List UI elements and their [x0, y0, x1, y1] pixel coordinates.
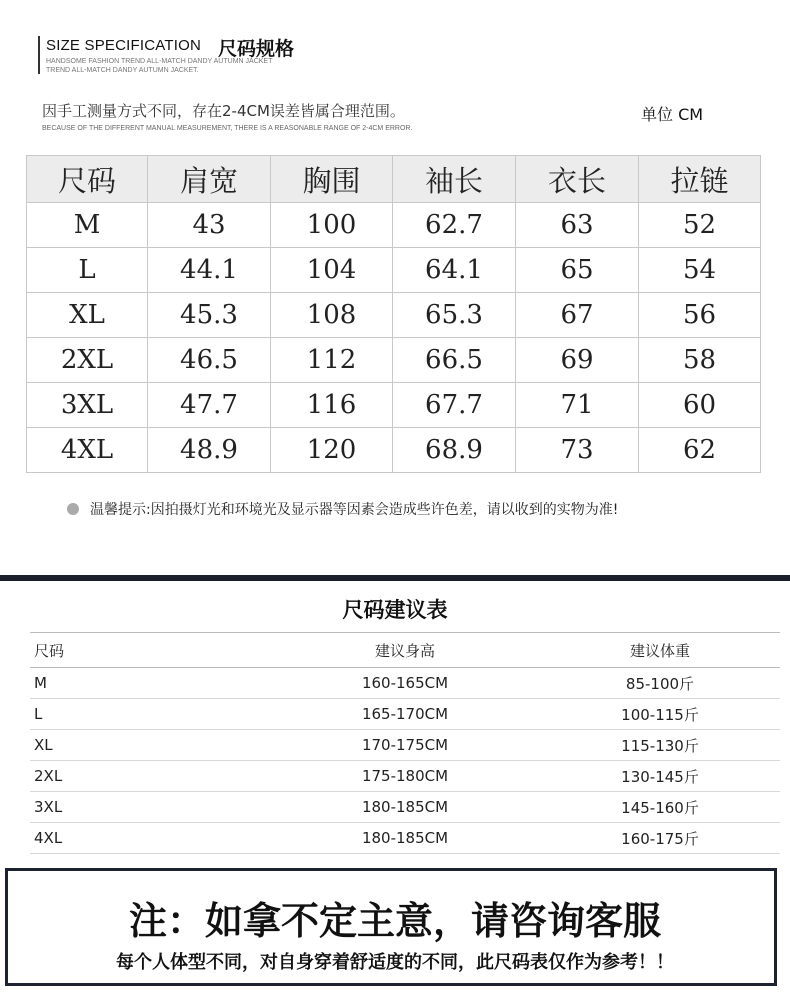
recommend-cell: 130-145斤: [540, 761, 780, 792]
spec-cell: 48.9: [148, 428, 271, 473]
spec-cell: 67.7: [393, 383, 516, 428]
spec-cell: 68.9: [393, 428, 516, 473]
spec-cell: 104: [271, 248, 393, 293]
unit-label: 单位 CM: [641, 105, 704, 124]
spec-header-cell: 肩宽: [148, 156, 271, 203]
spec-row: [27, 338, 761, 383]
spec-cell: 71: [516, 383, 639, 428]
spec-header-row: [27, 156, 761, 203]
page-title-cn: 尺码规格: [218, 38, 295, 60]
recommend-row: [30, 699, 780, 730]
spec-cell: 100: [271, 203, 393, 248]
recommend-cell: 115-130斤: [540, 730, 780, 761]
section-divider: [0, 575, 790, 581]
header-accent-bar: [38, 36, 40, 74]
spec-cell: 47.7: [148, 383, 271, 428]
size-spec-table: [26, 155, 761, 473]
recommend-row: [30, 823, 780, 854]
spec-cell: 116: [271, 383, 393, 428]
page-title-en: SIZE SPECIFICATION: [46, 37, 202, 54]
spec-cell: XL: [27, 293, 148, 338]
tagline-line-1: HANDSOME FASHION TREND ALL-MATCH DANDY AUTUMN JACKET: [46, 58, 273, 65]
tip-bullet-icon: [67, 503, 79, 515]
spec-cell: 108: [271, 293, 393, 338]
recommend-cell: 165-170CM: [270, 699, 540, 730]
recommend-cell: 160-165CM: [270, 668, 540, 699]
recommend-cell: 180-185CM: [270, 823, 540, 854]
measurement-notice-en: BECAUSE OF THE DIFFERENT MANUAL MEASUREMENT, THERE IS A REASONABLE RANGE OF 2-4CM ERROR.: [42, 125, 413, 132]
recommend-cell: 85-100斤: [540, 668, 780, 699]
spec-header-cell: 尺码: [27, 156, 148, 203]
spec-cell: 46.5: [148, 338, 271, 383]
recommend-header-cell: 尺码: [30, 633, 270, 668]
spec-cell: 65: [516, 248, 639, 293]
spec-cell: 3XL: [27, 383, 148, 428]
recommend-header-cell: 建议身高: [270, 633, 540, 668]
spec-cell: 44.1: [148, 248, 271, 293]
recommend-header-row: [30, 633, 780, 668]
spec-row: [27, 428, 761, 473]
spec-cell: 54: [639, 248, 761, 293]
recommend-row: [30, 730, 780, 761]
recommend-title: 尺码建议表: [342, 598, 448, 622]
spec-cell: 62.7: [393, 203, 516, 248]
color-difference-tip: 温馨提示:因拍摄灯光和环境光及显示器等因素会造成些许色差，请以收到的实物为准!: [90, 502, 619, 518]
recommend-cell: 160-175斤: [540, 823, 780, 854]
spec-cell: L: [27, 248, 148, 293]
spec-cell: 45.3: [148, 293, 271, 338]
spec-cell: 64.1: [393, 248, 516, 293]
recommend-cell: 145-160斤: [540, 792, 780, 823]
spec-cell: 58: [639, 338, 761, 383]
spec-cell: 62: [639, 428, 761, 473]
tagline-line-2: TREND ALL-MATCH DANDY AUTUMN JACKET.: [46, 67, 199, 74]
note-sub-text: 每个人体型不同，对自身穿着舒适度的不同，此尺码表仅作为参考！！: [116, 952, 674, 973]
spec-row: [27, 248, 761, 293]
recommend-cell: M: [30, 668, 270, 699]
note-main-text: 注：如拿不定主意，请咨询客服: [128, 899, 661, 943]
spec-header-cell: 胸围: [271, 156, 393, 203]
spec-cell: 66.5: [393, 338, 516, 383]
spec-cell: 52: [639, 203, 761, 248]
recommend-cell: 175-180CM: [270, 761, 540, 792]
spec-cell: M: [27, 203, 148, 248]
spec-cell: 65.3: [393, 293, 516, 338]
recommend-cell: 170-175CM: [270, 730, 540, 761]
spec-cell: 67: [516, 293, 639, 338]
size-recommend-table: [30, 632, 780, 854]
recommend-cell: XL: [30, 730, 270, 761]
recommend-cell: L: [30, 699, 270, 730]
recommend-cell: 180-185CM: [270, 792, 540, 823]
spec-header-cell: 拉链: [639, 156, 761, 203]
spec-row: [27, 203, 761, 248]
spec-cell: 112: [271, 338, 393, 383]
spec-row: [27, 293, 761, 338]
spec-cell: 120: [271, 428, 393, 473]
recommend-row: [30, 668, 780, 699]
spec-cell: 56: [639, 293, 761, 338]
spec-cell: 4XL: [27, 428, 148, 473]
measurement-notice-cn: 因手工测量方式不同，存在2-4CM误差皆属合理范围。: [42, 102, 405, 120]
spec-cell: 2XL: [27, 338, 148, 383]
recommend-row: [30, 761, 780, 792]
spec-cell: 43: [148, 203, 271, 248]
spec-cell: 69: [516, 338, 639, 383]
recommend-row: [30, 792, 780, 823]
spec-row: [27, 383, 761, 428]
recommend-cell: 2XL: [30, 761, 270, 792]
recommend-cell: 3XL: [30, 792, 270, 823]
spec-cell: 73: [516, 428, 639, 473]
spec-header-cell: 袖长: [393, 156, 516, 203]
recommend-cell: 4XL: [30, 823, 270, 854]
spec-header-cell: 衣长: [516, 156, 639, 203]
spec-cell: 63: [516, 203, 639, 248]
recommend-header-cell: 建议体重: [540, 633, 780, 668]
spec-cell: 60: [639, 383, 761, 428]
recommend-cell: 100-115斤: [540, 699, 780, 730]
